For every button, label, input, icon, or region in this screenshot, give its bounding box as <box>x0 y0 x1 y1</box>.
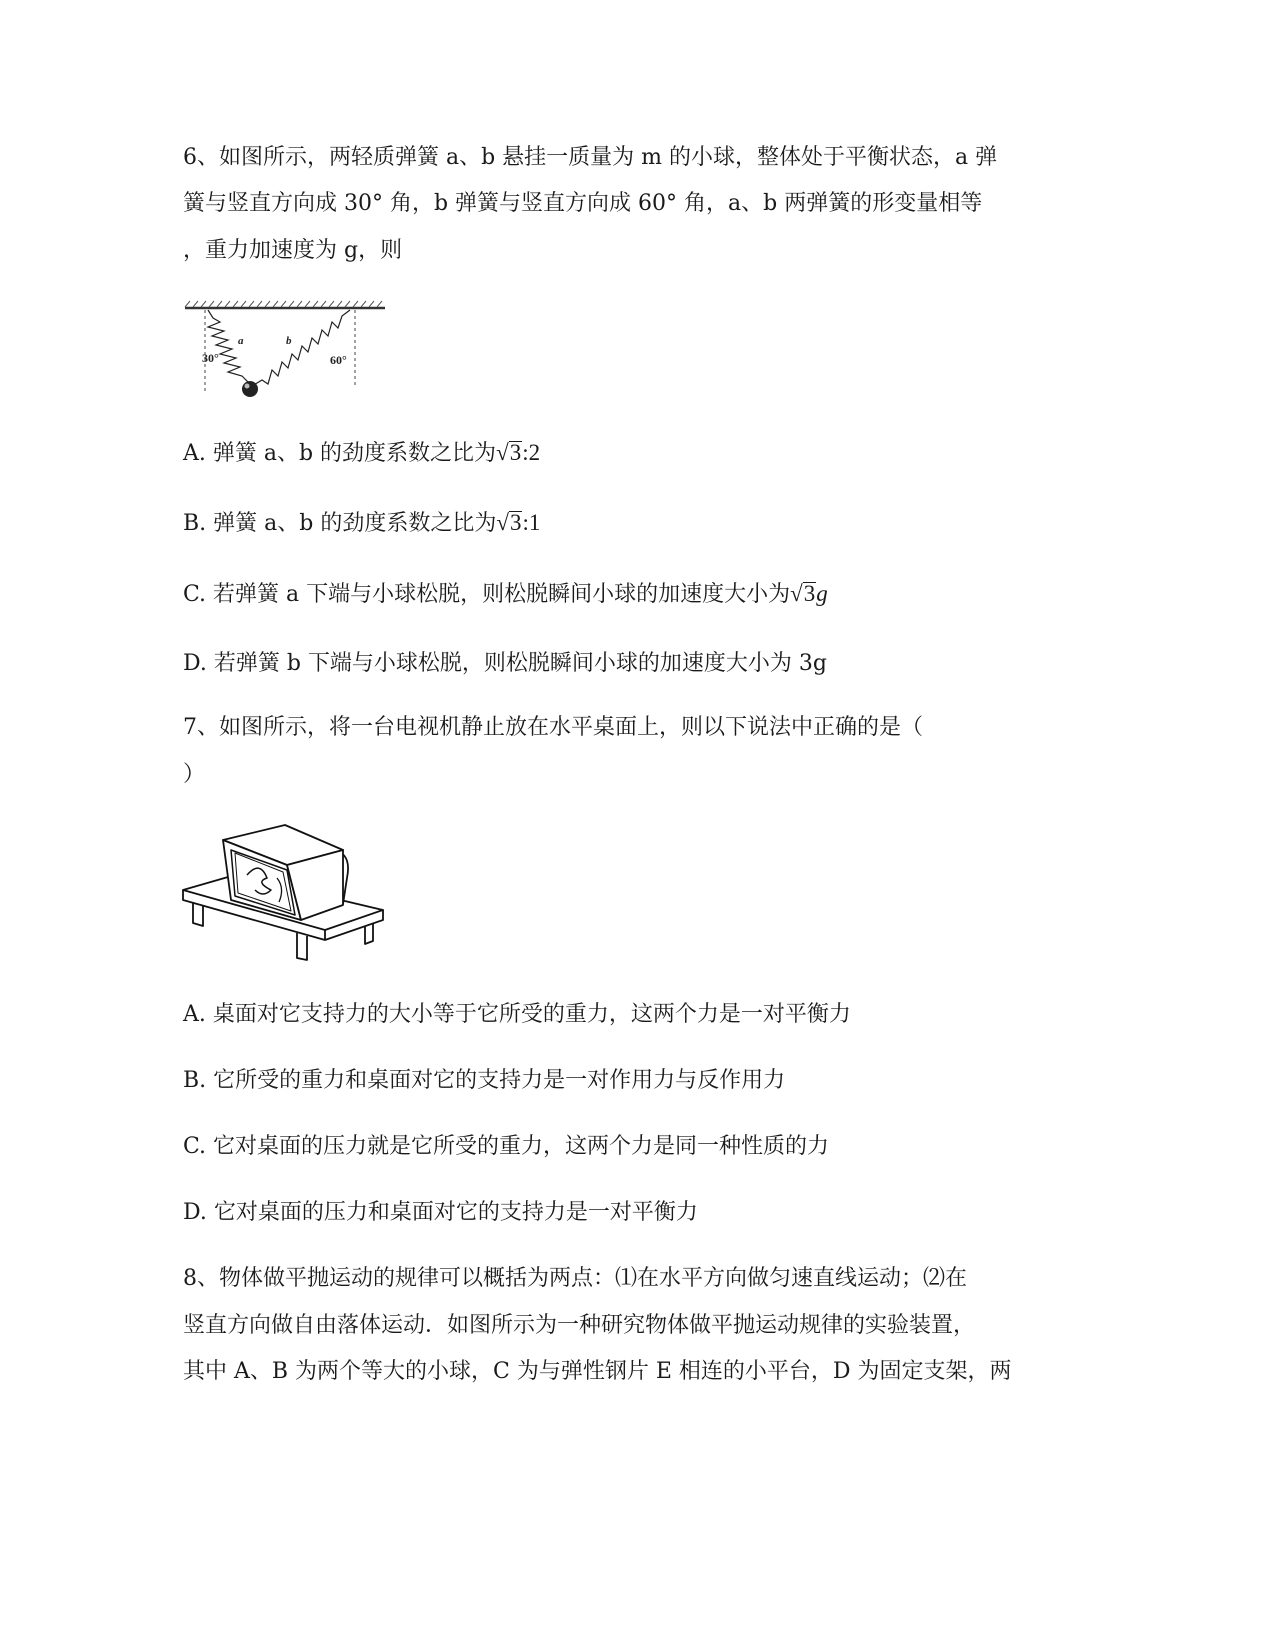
label-a: a <box>238 335 244 347</box>
q6-option-c-root: 3 <box>803 581 816 606</box>
q6-option-a-ratio: :2 <box>522 440 541 465</box>
q6-option-d: D. 若弹簧 b 下端与小球松脱，则松脱瞬间小球的加速度大小为 3g <box>183 651 827 676</box>
q6-option-b-text: B. 弹簧 a、b 的劲度系数之比为 <box>183 511 497 536</box>
q7-text-line-1: 7、如图所示，将一台电视机静止放在水平桌面上，则以下说法中正确的是（ <box>183 715 923 740</box>
q8-text-line-3: 其中 A、B 为两个等大的小球，C 为与弹性钢片 E 相连的小平台，D 为固定支架，两 <box>183 1359 1012 1384</box>
q6-option-a-text: A. 弹簧 a、b 的劲度系数之比为 <box>183 441 497 466</box>
angle-60-label: 60° <box>330 353 347 367</box>
angle-30-label: 30° <box>202 351 219 365</box>
q7-option-b: B. 它所受的重力和桌面对它的支持力是一对作用力与反作用力 <box>183 1068 786 1093</box>
q8-text-line-2: 竖直方向做自由落体运动．如图所示为一种研究物体做平抛运动规律的实验装置， <box>183 1313 976 1338</box>
q6-option-a: A. 弹簧 a、b 的劲度系数之比为√3:2 <box>183 440 541 466</box>
spring-a <box>208 310 250 384</box>
q8-text-line-1: 8、物体做平抛运动的规律可以概括为两点：⑴在水平方向做匀速直线运动；⑵在 <box>183 1266 967 1291</box>
q6-option-a-root: 3 <box>509 440 522 465</box>
q7-option-a: A. 桌面对它支持力的大小等于它所受的重力，这两个力是一对平衡力 <box>183 1002 851 1027</box>
q6-text-line-1: 6、如图所示，两轻质弹簧 a、b 悬挂一质量为 m 的小球，整体处于平衡状态，a 弹 <box>183 145 998 170</box>
q6-option-b-root: 3 <box>509 510 522 535</box>
q7-option-d: D. 它对桌面的压力和桌面对它的支持力是一对平衡力 <box>183 1200 698 1225</box>
q7-text-line-2: ） <box>183 762 206 787</box>
q6-option-c: C. 若弹簧 a 下端与小球松脱，则松脱瞬间小球的加速度大小为√3g <box>183 581 828 607</box>
q6-option-b-ratio: :1 <box>522 510 541 535</box>
q6-option-c-g: g <box>816 581 828 606</box>
q6-text-line-2: 簧与竖直方向成 30° 角，b 弹簧与竖直方向成 60° 角，a、b 两弹簧的形变量相等 <box>183 191 983 216</box>
spring-diagram <box>180 300 395 405</box>
q6-option-c-text: C. 若弹簧 a 下端与小球松脱，则松脱瞬间小球的加速度大小为 <box>183 582 791 607</box>
q6-text-line-3: ，重力加速度为 g，则 <box>183 238 403 263</box>
ball <box>242 381 258 397</box>
spring-b <box>252 310 350 386</box>
q6-option-b: B. 弹簧 a、b 的劲度系数之比为√3:1 <box>183 510 541 536</box>
tv-on-table-diagram <box>175 820 390 970</box>
q7-option-c: C. 它对桌面的压力就是它所受的重力，这两个力是同一种性质的力 <box>183 1134 830 1159</box>
label-b: b <box>286 335 292 347</box>
